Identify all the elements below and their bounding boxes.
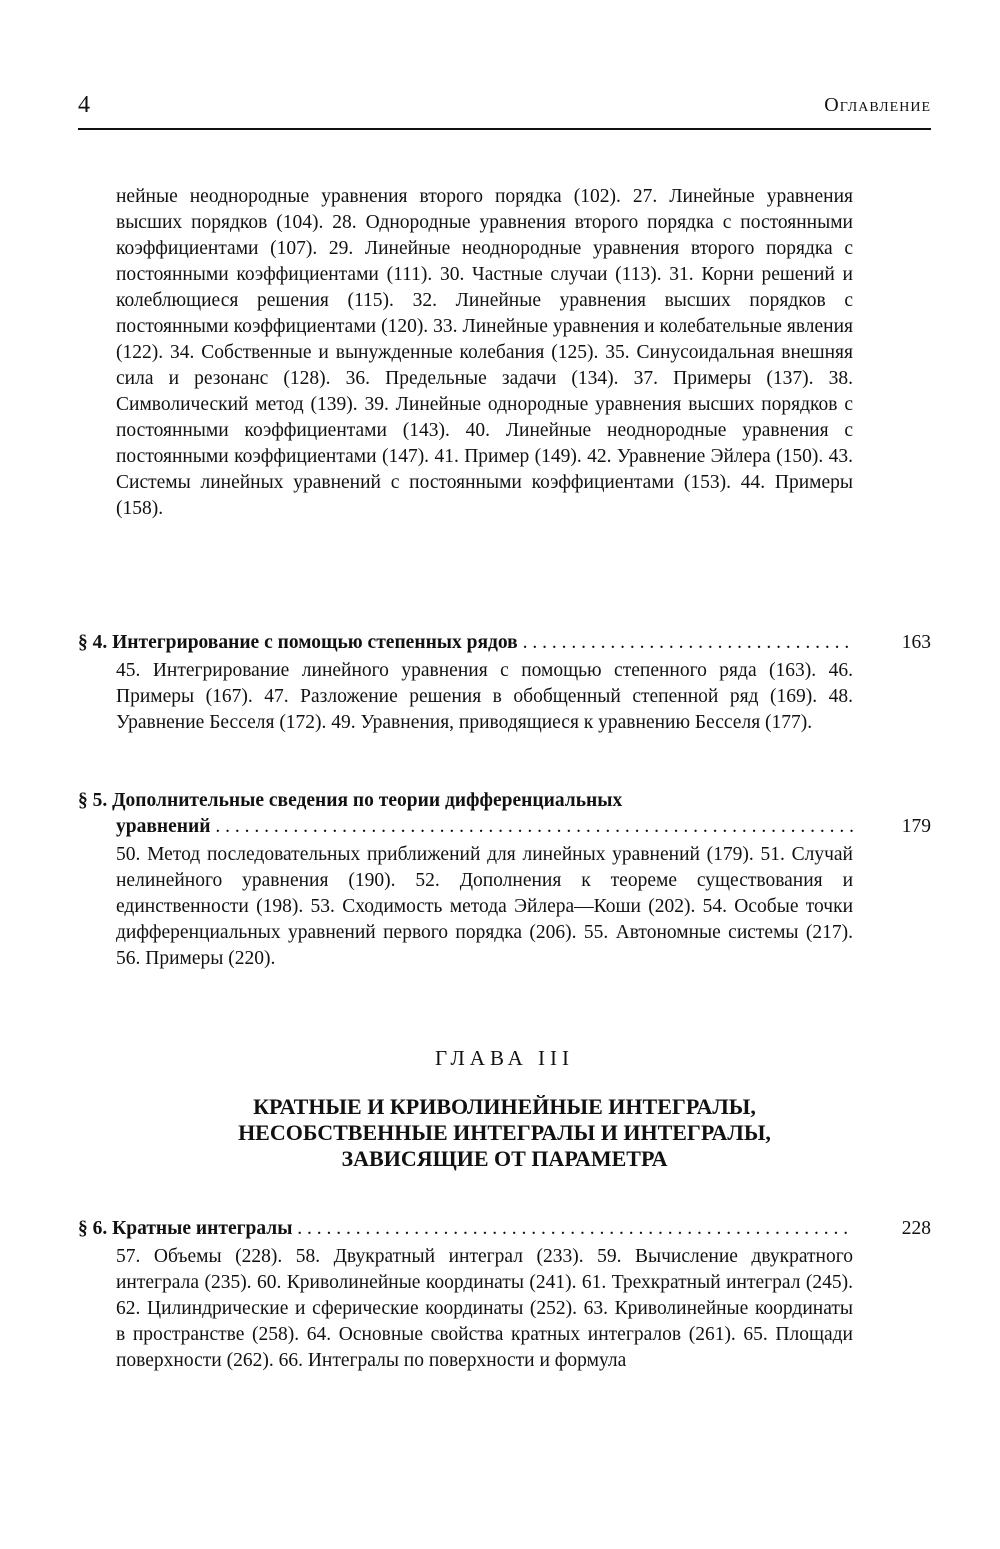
running-title: Оглавление [824,94,931,116]
chapter-title-line: КРАТНЫЕ И КРИВОЛИНЕЙНЫЕ ИНТЕГРАЛЫ, [253,1094,756,1119]
toc-section-6 [78,1216,931,1242]
section-title: Интегрирование с помощью степенных рядов [112,632,518,653]
section-symbol: § 5. [78,790,108,811]
chapter-label: ГЛАВА III [434,1046,575,1070]
toc-section-4 [78,630,931,656]
running-header [78,92,931,130]
section-symbol: § 4. [78,632,108,653]
section-6-contents: 57. Объемы (228). 58. Двукратный интеграл (233). 59. Вычисление двукратного интеграла (235). 60. Криволинейные координаты (241). 61. Трехкратный интеграл (245). 62. Цилиндрические и сферические координаты (252). 63. Криволинейные координаты в пространстве (258). 64. Основные свойства кратных интегралов (261). 65. Площади поверхности (262). 66. Интегралы по поверхности и формула [116,1246,853,1371]
section-5-contents: 50. Метод последовательных приближений для линейных уравнений (179). 51. Случай нелинейного уравнения (190). 52. Дополнения к теореме существования и единственности (198). 53. Сходимость метода Эйлера—Коши (202). 54. Особые точки дифференциальных уравнений первого порядка (206). 55. Автономные системы (217). 56. Примеры (220). [116,844,853,969]
section-page-number: 179 [901,816,931,837]
toc-entry-line [78,814,931,840]
section-4-contents: 45. Интегрирование линейного уравнения с помощью степенного ряда (163). 46. Примеры (167). 47. Разложение решения в обобщенный степенной ряд (169). 48. Уравнение Бесселя (172). 49. Уравнения, приводящиеся к уравнению Бесселя (177). [116,660,853,733]
chapter-title-line: ЗАВИСЯЩИЕ ОТ ПАРАМЕТРА [341,1146,668,1171]
section-title-line2: уравнений [116,816,211,837]
section-page-number: 163 [901,632,931,653]
section-title-line1: Дополнительные сведения по теории дифференциальных [112,790,623,811]
page-number: 4 [78,92,90,118]
section-title: Кратные интегралы [112,1218,293,1239]
toc-entry-line [78,630,931,656]
chapter-title [78,1094,931,1172]
continuation-paragraph: нейные неоднородные уравнения второго порядка (102). 27. Линейные уравнения высших порядков (104). 28. Однородные уравнения второго порядка с постоянными коэффициентами (107). 29. Линейные неоднородные уравнения второго порядка с постоянными коэффициентами (111). 30. Частные случаи (113). 31. Корни решений и колеблющиеся решения (115). 32. Линейные уравнения высших порядков с постоянными коэффициентами (120). 33. Линейные уравнения и колебательные явления (122). 34. Собственные и вынужденные колебания (125). 35. Синусоидальная внешняя сила и резонанс (128). 36. Предельные задачи (134). 37. Примеры (137). 38. Символический метод (139). 39. Линейные однородные уравнения высших порядков с постоянными коэффициентами (143). 40. Линейные неоднородные уравнения с постоянными коэффициентами (147). 41. Пример (149). 42. Уравнение Эйлера (150). 43. Системы линейных уравнений с постоянными коэффициентами (153). 44. Примеры (158). [116,186,853,519]
toc-entry-title-line1 [78,788,931,814]
toc-section-5 [78,788,931,840]
section-symbol: § 6. [78,1218,108,1239]
chapter-title-line: НЕСОБСТВЕННЫЕ ИНТЕГРАЛЫ И ИНТЕГРАЛЫ, [238,1120,771,1145]
toc-entry-line [78,1216,931,1242]
section-page-number: 228 [901,1218,931,1239]
